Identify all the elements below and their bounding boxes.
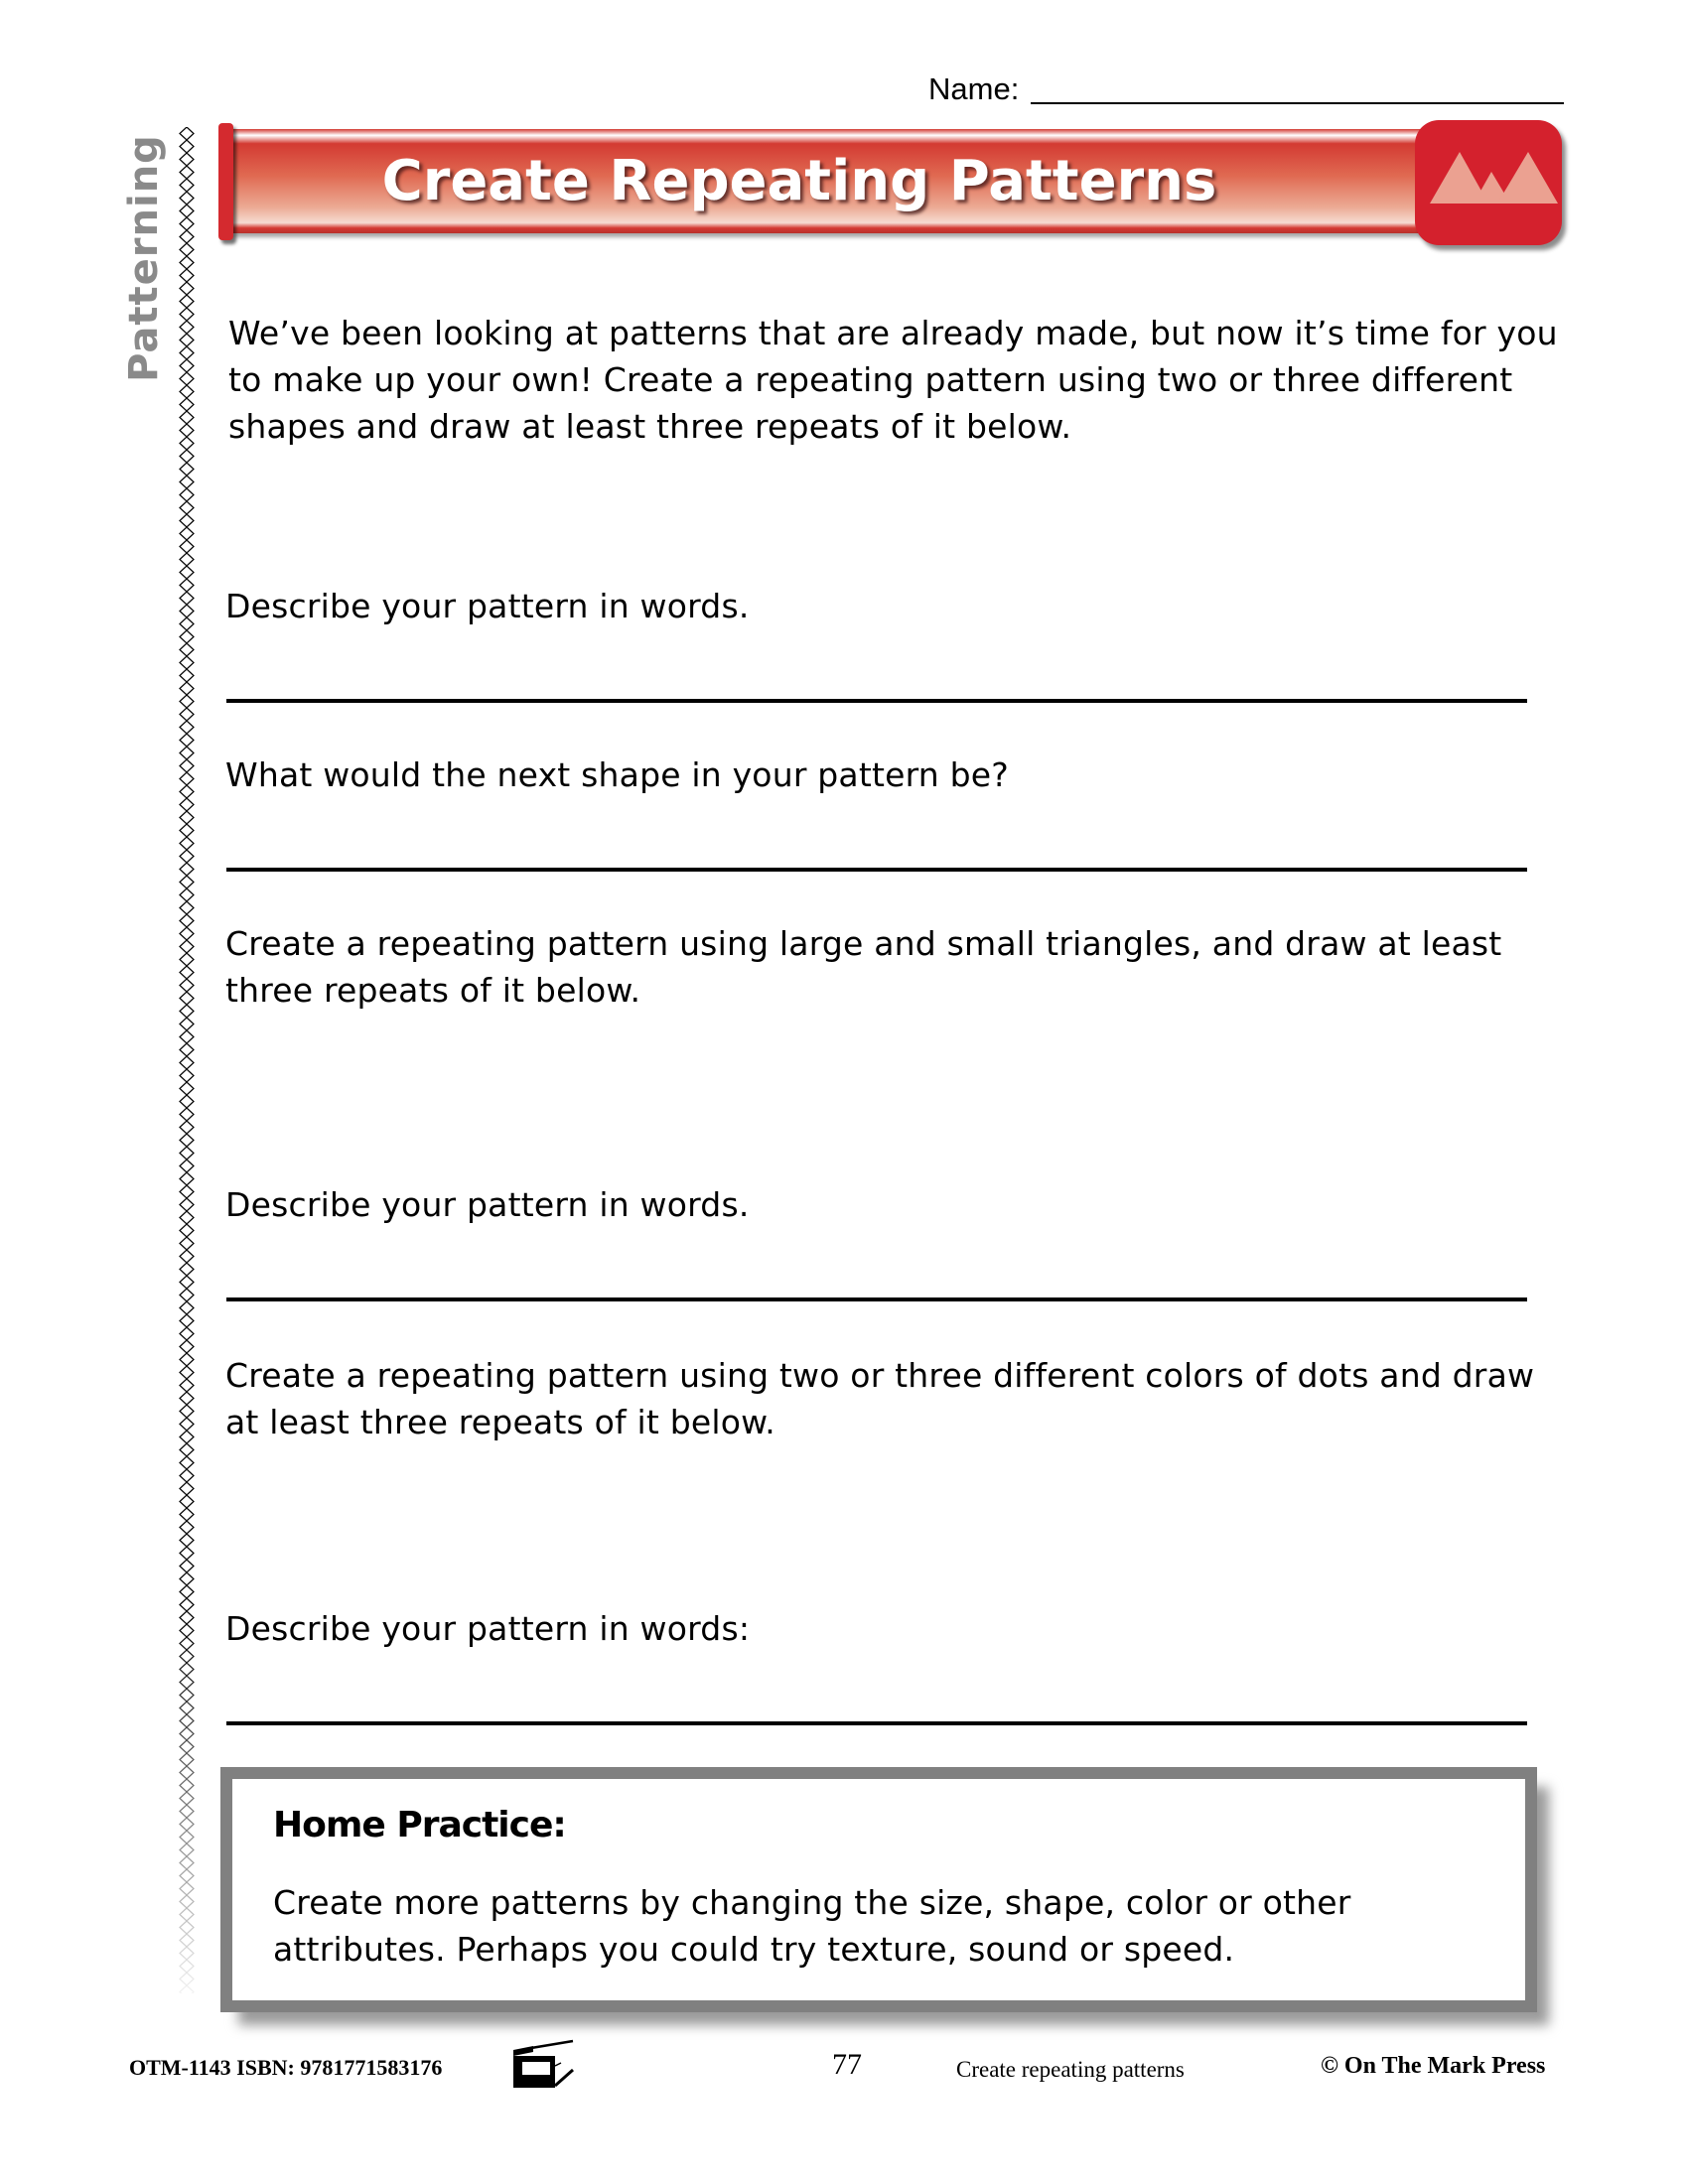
side-section-label — [99, 134, 189, 382]
drawing-area-triangles[interactable] — [226, 1023, 1527, 1171]
triangles-icon — [1415, 120, 1562, 245]
intro-instructions: We’ve been looking at patterns that are already made, but now it’s time for you to make up your own! Create a repeating pattern using two or three different shapes and draw at least three repeats of it below. — [228, 314, 1558, 446]
home-practice-title: Home Practice: — [273, 1805, 566, 1845]
answer-line-4[interactable] — [226, 1721, 1527, 1725]
side-label-text: Patterning — [121, 134, 167, 382]
question-describe-pattern-3: Describe your pattern in words: — [225, 1609, 751, 1648]
footer-code-isbn: OTM-1143 ISBN: 9781771583176 — [129, 2055, 443, 2080]
name-label: Name: — [928, 71, 1020, 106]
footer-copyright: © On The Mark Press — [1321, 2053, 1546, 2079]
answer-line-2[interactable] — [226, 868, 1527, 872]
page-number: 77 — [832, 2048, 862, 2081]
answer-line-1[interactable] — [226, 699, 1527, 703]
question-describe-pattern-2: Describe your pattern in words. — [225, 1185, 750, 1224]
title-banner-end-cap — [218, 123, 233, 240]
name-input-line[interactable] — [1031, 102, 1564, 104]
answer-line-3[interactable] — [226, 1297, 1527, 1301]
question-next-shape: What would the next shape in your pattern be? — [225, 755, 1009, 794]
diamond-chain-border — [179, 127, 195, 1993]
footer-page-title: Create repeating patterns — [956, 2057, 1185, 2082]
page-title — [233, 129, 1425, 233]
home-practice-text: Create more patterns by changing the size, shape, color or other attributes. Perhaps you could try texture, sound or speed. — [273, 1883, 1351, 1969]
page-title-text: Create Repeating Patterns — [381, 149, 1217, 213]
drawing-area-dots[interactable] — [226, 1454, 1527, 1603]
title-badge — [1415, 120, 1562, 245]
question-triangle-pattern: Create a repeating pattern using large and small triangles, and draw at least three repeats of it below. — [225, 924, 1502, 1010]
question-describe-pattern-1: Describe your pattern in words. — [225, 587, 750, 625]
question-dot-pattern: Create a repeating pattern using two or three different colors of dots and draw at least three repeats of it below. — [225, 1356, 1535, 1441]
photocopier-icon — [511, 2038, 611, 2094]
